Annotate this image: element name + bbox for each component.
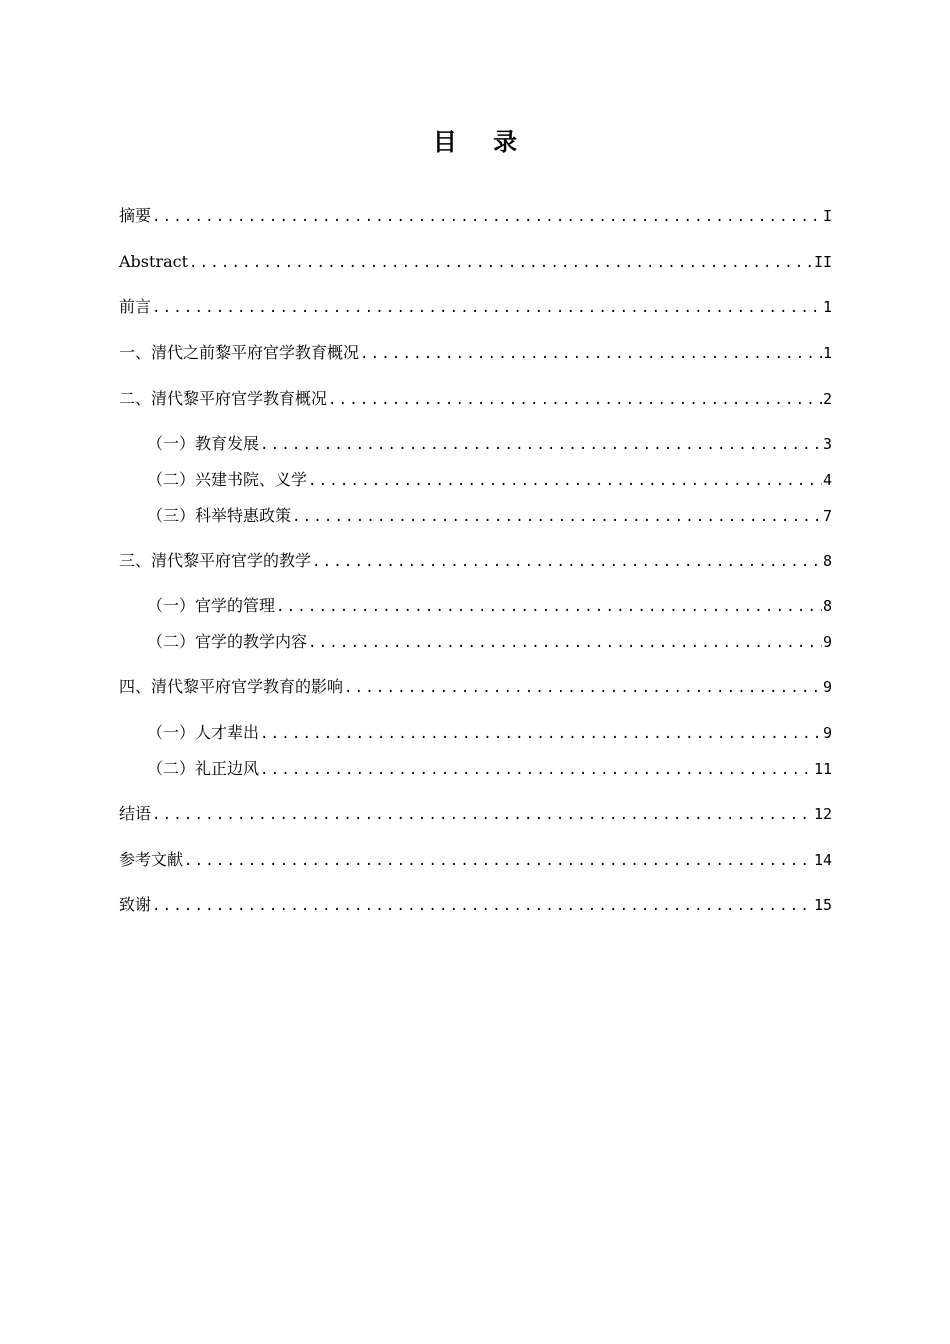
- toc-entry-label: （二）官学的教学内容: [147, 632, 308, 651]
- toc-entry-page: 9: [822, 633, 832, 651]
- toc-entry-page: 1: [822, 344, 832, 362]
- toc-leader-dots: [328, 389, 822, 411]
- toc-entry-label: （三）科举特惠政策: [147, 506, 292, 525]
- toc-leader-dots: [189, 252, 813, 274]
- toc-entry-section-3-2[interactable]: [147, 631, 832, 653]
- toc-entry-label: 四、清代黎平府官学教育的影响: [119, 677, 344, 696]
- toc-entry-chapter-2[interactable]: [119, 388, 832, 410]
- toc-entry-section-4-1[interactable]: [147, 722, 832, 744]
- toc-leader-dots: [344, 677, 822, 699]
- toc-entry-page: I: [822, 207, 832, 225]
- toc-entry-chapter-1[interactable]: [119, 342, 832, 364]
- toc-entry-label: Abstract: [119, 252, 189, 271]
- toc-leader-dots: [312, 551, 822, 573]
- toc-entry-label: 三、清代黎平府官学的教学: [119, 551, 312, 570]
- toc-entry-page: 12: [813, 805, 832, 823]
- toc-entry-references[interactable]: [119, 849, 832, 871]
- toc-leader-dots: [152, 297, 822, 319]
- toc-entry-section-4-2[interactable]: [147, 758, 832, 780]
- toc-entry-page: II: [813, 253, 832, 271]
- toc-leader-dots: [260, 434, 822, 456]
- toc-entry-page: 15: [813, 896, 832, 914]
- toc-leader-dots: [360, 343, 822, 365]
- toc-entry-conclusion[interactable]: [119, 803, 832, 825]
- toc-entry-section-2-1[interactable]: [147, 433, 832, 455]
- toc-entry-page: 2: [822, 390, 832, 408]
- toc-leader-dots: [276, 596, 822, 618]
- toc-entry-label: （一）人才辈出: [147, 723, 260, 742]
- toc-entry-label: 结语: [119, 804, 152, 823]
- toc-leader-dots: [308, 470, 822, 492]
- toc-entry-chapter-4[interactable]: [119, 676, 832, 698]
- toc-entry-label: （二）礼正边风: [147, 759, 260, 778]
- toc-leader-dots: [184, 850, 813, 872]
- toc-entry-abstract-cn[interactable]: [119, 205, 832, 227]
- toc-entry-page: 8: [822, 597, 832, 615]
- toc-leader-dots: [260, 723, 822, 745]
- page-title: 目 录: [432, 128, 532, 156]
- toc-entry-section-3-1[interactable]: [147, 595, 832, 617]
- toc-leader-dots: [152, 206, 822, 228]
- toc-entry-page: 7: [822, 507, 832, 525]
- toc-entry-section-2-2[interactable]: [147, 469, 832, 491]
- toc-entry-section-2-3[interactable]: [147, 505, 832, 527]
- toc-entry-label: 一、清代之前黎平府官学教育概况: [119, 343, 360, 362]
- toc-leader-dots: [152, 804, 813, 826]
- toc-entry-label: 致谢: [119, 895, 152, 914]
- toc-entry-page: 8: [822, 552, 832, 570]
- toc-entry-label: （二）兴建书院、义学: [147, 470, 308, 489]
- toc-entry-label: （一）教育发展: [147, 434, 260, 453]
- toc-leader-dots: [152, 895, 813, 917]
- toc-entry-page: 9: [822, 678, 832, 696]
- toc-entry-page: 3: [822, 435, 832, 453]
- toc-entry-acknowledgements[interactable]: [119, 894, 832, 916]
- toc-leader-dots: [308, 632, 822, 654]
- toc-leader-dots: [292, 506, 822, 528]
- toc-entry-page: 1: [822, 298, 832, 316]
- toc-entry-page: 9: [822, 724, 832, 742]
- toc-entry-page: 4: [822, 471, 832, 489]
- toc-entry-page: 14: [813, 851, 832, 869]
- toc-entry-abstract-en[interactable]: [119, 251, 832, 273]
- toc-entry-chapter-3[interactable]: [119, 550, 832, 572]
- toc-entry-label: 参考文献: [119, 850, 184, 869]
- toc-leader-dots: [260, 759, 813, 781]
- toc-entry-preface[interactable]: [119, 296, 832, 318]
- toc-entry-label: 二、清代黎平府官学教育概况: [119, 389, 328, 408]
- toc-entry-label: 摘要: [119, 206, 152, 225]
- toc-entry-page: 11: [813, 760, 832, 778]
- toc-entry-label: （一）官学的管理: [147, 596, 276, 615]
- toc-entry-label: 前言: [119, 297, 152, 316]
